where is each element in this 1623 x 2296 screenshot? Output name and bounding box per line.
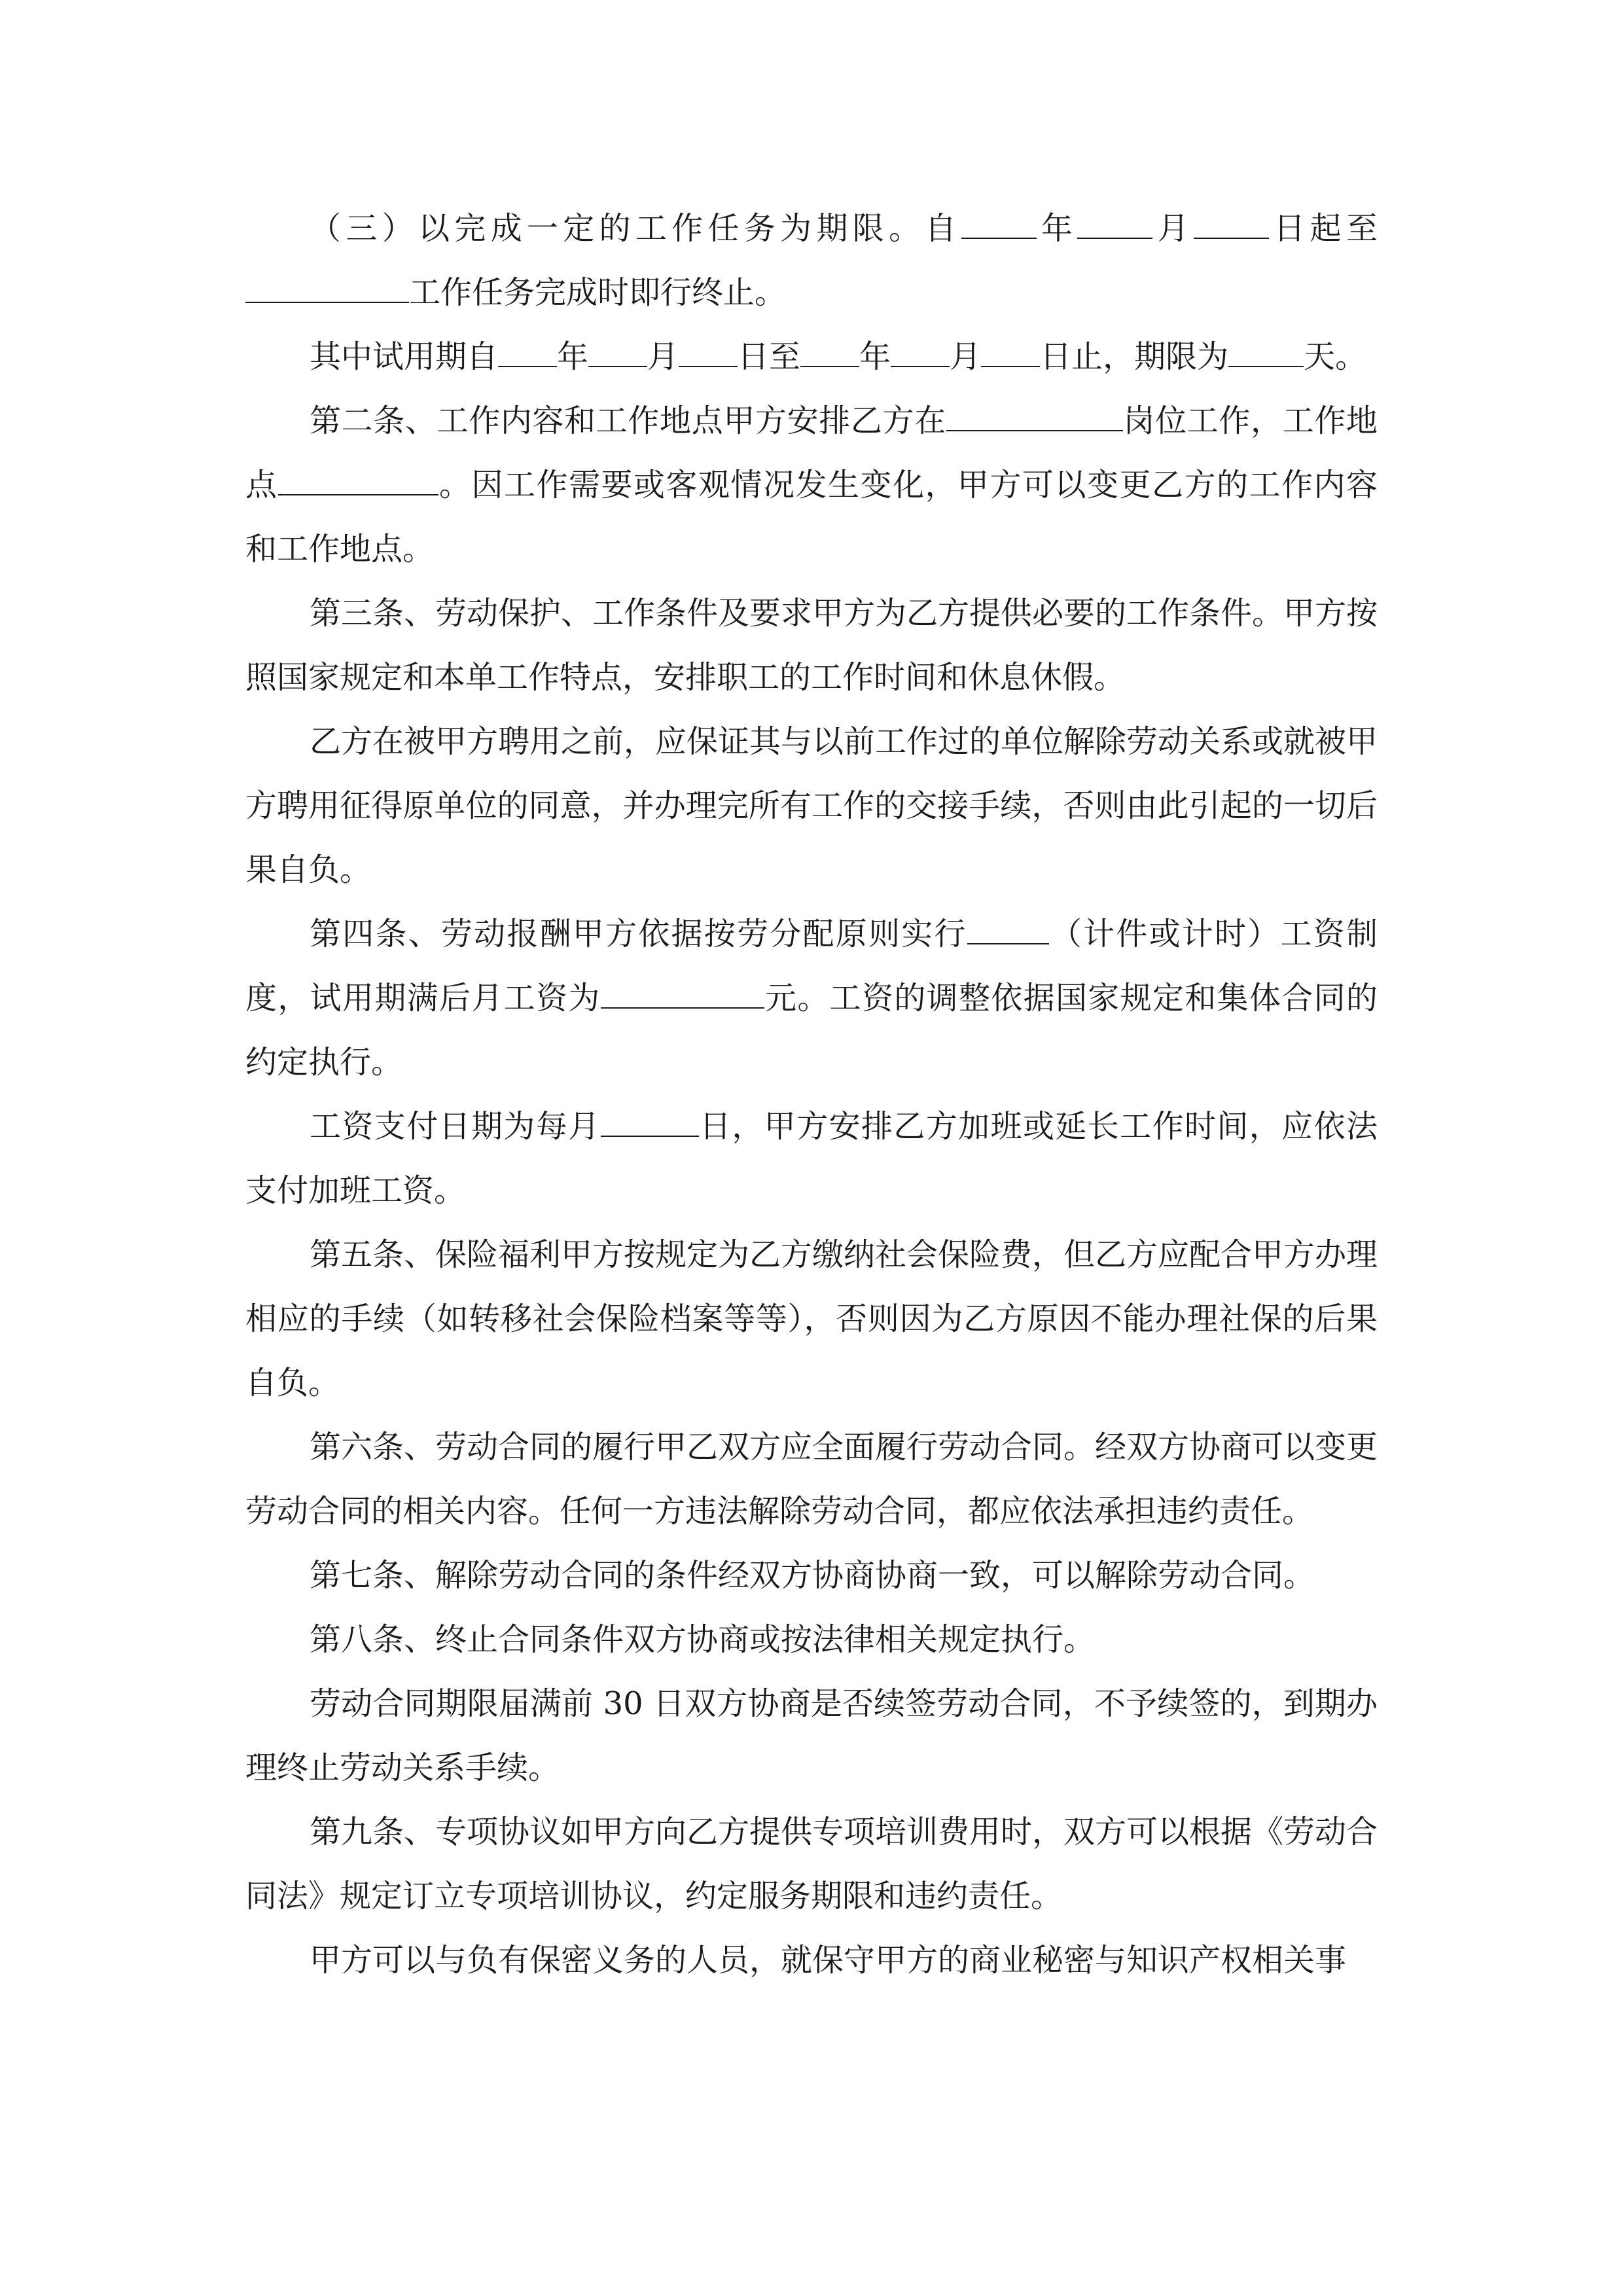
- text-segment: 工资支付日期为每月: [310, 1108, 601, 1145]
- paragraph-term-task: [245, 196, 1378, 325]
- paragraph-pay-date: [245, 1094, 1378, 1223]
- text-segment: 元。工资的调整依据国家规定和集体合同的约定执行。: [245, 980, 1378, 1081]
- text-segment: 其中试用期自: [310, 338, 499, 375]
- text-segment: 第四条、劳动报酬甲方依据按劳分配原则实行: [310, 916, 967, 952]
- text-segment: 日至: [738, 338, 801, 375]
- blank-probation-end-year: [800, 340, 859, 367]
- text-segment: 月: [1152, 210, 1194, 247]
- paragraph-article-5: 第五条、保险福利甲方按规定为乙方缴纳社会保险费，但乙方应配合甲方办理相应的手续（如转移社会保险档案等等），否则因为乙方原因不能办理社保的后果自负。: [245, 1236, 1378, 1401]
- contract-body: [245, 196, 1378, 1992]
- text-segment: 日止，期限为: [1040, 338, 1229, 375]
- blank-start-day: [1194, 211, 1269, 239]
- blank-probation-end-day: [981, 340, 1040, 367]
- text-segment: 年: [1036, 210, 1078, 247]
- text-segment: （计件或计时）工资制度，试用期满后月工资为: [245, 916, 1378, 1016]
- blank-wage-system: [967, 917, 1049, 944]
- text-segment: 年: [859, 338, 891, 375]
- blank-task: [245, 276, 409, 303]
- text-segment: 。因工作需要或客观情况发生变化，甲方可以变更乙方的工作内容和工作地点。: [245, 467, 1378, 567]
- paragraph-article-9: 第九条、专项协议如甲方向乙方提供专项培训费用时，双方可以根据《劳动合同法》规定订立专项培训协议，约定服务期限和违约责任。: [245, 1814, 1378, 1914]
- blank-position: [946, 404, 1123, 431]
- paragraph-confidentiality: 甲方可以与负有保密义务的人员，就保守甲方的商业秘密与知识产权相关事: [310, 1942, 1347, 1979]
- blank-start-year: [961, 211, 1037, 239]
- paragraph-article-3: 第三条、劳动保护、工作条件及要求甲方为乙方提供必要的工作条件。甲方按照国家规定和本单工作特点，安排职工的工作时间和休息休假。: [245, 595, 1378, 696]
- text-segment: 年: [557, 338, 589, 375]
- blank-pay-day: [601, 1109, 699, 1137]
- paragraph-article-4: [245, 902, 1378, 1094]
- blank-probation-start-day: [679, 340, 738, 367]
- text-segment: 日，甲方安排乙方加班或延长工作时间，应依法支付加班工资。: [245, 1108, 1378, 1209]
- paragraph-article-6: 第六条、劳动合同的履行甲乙双方应全面履行劳动合同。经双方协商可以变更劳动合同的相关内容。任何一方违法解除劳动合同，都应依法承担违约责任。: [245, 1429, 1378, 1530]
- blank-work-location: [278, 468, 438, 495]
- paragraph-article-2: [245, 389, 1378, 581]
- text-segment: 天。: [1304, 338, 1367, 375]
- blank-probation-days: [1228, 340, 1304, 367]
- blank-start-month: [1077, 211, 1152, 239]
- text-segment: 月: [647, 338, 679, 375]
- text-segment: 日起至: [1269, 210, 1378, 247]
- paragraph-prior-employer: 乙方在被甲方聘用之前，应保证其与以前工作过的单位解除劳动关系或就被甲方聘用征得原单位的同意，并办理完所有工作的交接手续，否则由此引起的一切后果自负。: [245, 723, 1378, 888]
- blank-probation-start-month: [588, 340, 647, 367]
- text-segment: 月: [950, 338, 982, 375]
- paragraph-probation: [245, 325, 1378, 389]
- text-segment: 工作任务完成时即行终止。: [409, 274, 787, 311]
- paragraph-article-7: 第七条、解除劳动合同的条件经双方协商协商一致，可以解除劳动合同。: [310, 1557, 1315, 1594]
- text-segment: 第二条、工作内容和工作地点甲方安排乙方在: [310, 403, 946, 439]
- blank-monthly-wage: [601, 981, 764, 1009]
- paragraph-renewal: 劳动合同期限届满前 30 日双方协商是否续签劳动合同，不予续签的，到期办理终止劳动关系手续。: [245, 1685, 1378, 1786]
- text-segment: （三）以完成一定的工作任务为期限。自: [310, 210, 961, 247]
- blank-probation-start-year: [498, 340, 557, 367]
- blank-probation-end-month: [891, 340, 950, 367]
- paragraph-article-8: 第八条、终止合同条件双方协商或按法律相关规定执行。: [310, 1621, 1096, 1658]
- text-segment: 岗位工作，工作地点: [245, 403, 1378, 503]
